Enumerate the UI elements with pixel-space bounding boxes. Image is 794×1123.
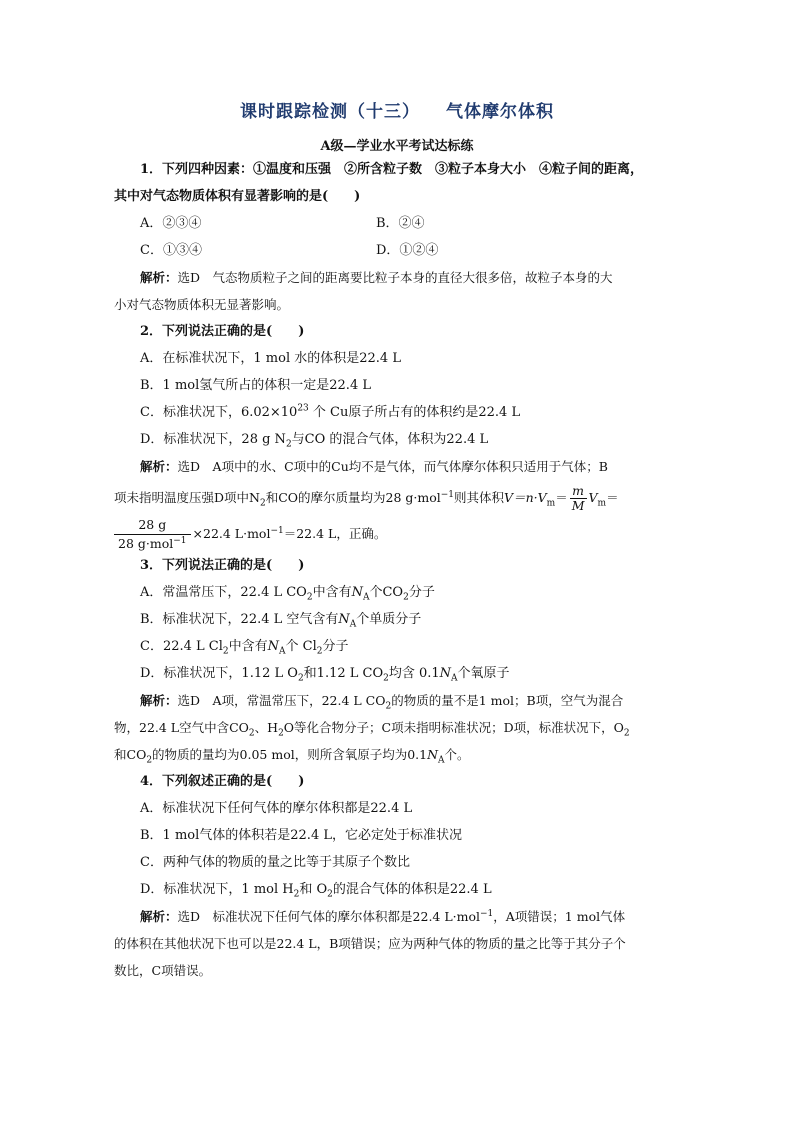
q2-frac-num: m bbox=[570, 484, 587, 499]
q3-ans3-sub: 2 bbox=[146, 755, 153, 766]
q3-option-c bbox=[114, 633, 682, 660]
q1-stem-line2: 其中对气态物质体积有显著影响的是( ) bbox=[114, 189, 361, 204]
q3-c-pre: C．22.4 L Cl bbox=[140, 639, 223, 654]
q2-answer-label: 解析： bbox=[140, 459, 178, 474]
q2-answer-frac-den bbox=[114, 535, 191, 553]
q2-option-c-sup: 23 bbox=[297, 403, 309, 414]
q4-option-b: B．1 mol气体的体积若是22.4 L，它必定处于标准状况 bbox=[140, 828, 462, 843]
q2-option-c bbox=[114, 399, 682, 426]
q4-answer-line3: 数比，C项错误。 bbox=[114, 963, 212, 978]
q2-answer-fraction bbox=[114, 516, 191, 553]
q3-ans2b: 、H bbox=[254, 720, 279, 735]
q2-answer-line3 bbox=[114, 516, 682, 552]
q3-ans3a: 和CO bbox=[114, 747, 147, 762]
q2-formula-vm-sub: m bbox=[597, 498, 607, 509]
q3-c-na: N bbox=[267, 639, 280, 654]
q2-formula-eq: ＝ bbox=[555, 490, 568, 505]
q3-answer-line1 bbox=[114, 687, 682, 714]
q3-a-na: N bbox=[351, 585, 363, 600]
q2-answer-text3b: ＝22.4 L，正确。 bbox=[283, 526, 387, 541]
q1-option-c: C．①③④ bbox=[140, 243, 202, 258]
q4-ans1-sup: −1 bbox=[480, 908, 494, 919]
q2-answer-frac-den-sup: −1 bbox=[173, 535, 187, 546]
q3-d-sub2: 2 bbox=[383, 673, 389, 684]
q4-d-pre: D．标准状况下，1 mol H bbox=[140, 882, 294, 897]
q4-stem: 4．下列叙述正确的是( ) bbox=[140, 774, 305, 789]
q2-formula-v: V＝n·V bbox=[504, 490, 547, 505]
q2-option-d bbox=[114, 426, 682, 453]
q3-d-end: 个氧原子 bbox=[457, 666, 510, 681]
q3-d-mid: 和1.12 L CO bbox=[303, 666, 384, 681]
q3-b-na: N bbox=[338, 612, 350, 627]
q2-formula-sub-m: m bbox=[546, 498, 556, 509]
q3-a-na-sub: A bbox=[362, 592, 370, 603]
q1-options-row1 bbox=[114, 210, 682, 237]
q2-answer-text2b: 和CO的摩尔质量均为28 g·mol bbox=[265, 490, 441, 505]
q3-ans2-sub2: 2 bbox=[278, 728, 284, 739]
q3-ans2c: O等化合物分子；C项未指明标准状况；D项，标准状况下，O bbox=[283, 720, 624, 735]
q1-options-row2 bbox=[114, 237, 682, 264]
q3-option-a bbox=[114, 579, 682, 606]
q2-answer-frac-den-text: 28 g·mol bbox=[118, 536, 174, 551]
q4-answer-line1 bbox=[114, 903, 682, 930]
q2-frac-den: M bbox=[571, 498, 585, 513]
q2-answer-sup: −1 bbox=[440, 489, 455, 500]
q3-c-na-sub: A bbox=[279, 646, 286, 657]
title-part-2: 气体摩尔体积 bbox=[446, 102, 554, 122]
q2-answer-text1: 选D A项中的水、C项中的Cu均不是气体，而气体摩尔体积只适用于气体；B bbox=[177, 459, 608, 474]
q4-option-a: A．标准状况下任何气体的摩尔体积都是22.4 L bbox=[140, 801, 413, 816]
q1-stem-line1: 1．下列四种因素：①温度和压强 ②所含粒子数 ③粒子本身大小 ④粒子间的距离， bbox=[140, 162, 644, 177]
q2-option-c-pre: C．标准状况下，6.02×10 bbox=[140, 405, 298, 420]
q3-c-sub1: 2 bbox=[222, 646, 229, 657]
q3-c-end: 分子 bbox=[322, 639, 349, 654]
q3-ans3b: 的物质的量均为0.05 mol，则所含氧原子均为0.1 bbox=[152, 747, 428, 762]
title-part-1: 课时跟踪检测（十三） bbox=[240, 102, 420, 122]
page-title bbox=[0, 97, 794, 122]
q1-answer-line1 bbox=[114, 264, 682, 291]
q2-formula-vm: V bbox=[588, 490, 598, 505]
q2-option-c-post: 个 Cu原子所占有的体积约是22.4 L bbox=[308, 405, 521, 420]
q1-option-d: D．①②④ bbox=[376, 243, 439, 258]
q3-ans2a: 物，22.4 L空气中含CO bbox=[114, 720, 249, 735]
q3-a-sub2: 2 bbox=[403, 592, 409, 603]
q2-answer-text3a: ×22.4 L·mol bbox=[192, 526, 271, 541]
q1-option-a: A．②③④ bbox=[140, 216, 202, 231]
q4-answer-line2: 的体积在其他状况下也可以是22.4 L，B项错误；应为两种气体的物质的量之比等于其分子个 bbox=[114, 936, 626, 951]
q2-option-b: B．1 mol氢气所占的体积一定是22.4 L bbox=[140, 378, 371, 393]
q4-d-end: 的混合气体的体积是22.4 L bbox=[332, 882, 492, 897]
q2-answer-line1 bbox=[114, 453, 682, 480]
q3-c-sub2: 2 bbox=[316, 646, 323, 657]
q3-answer-line2 bbox=[114, 714, 682, 741]
q1-answer-text1: 选D 气态物质粒子之间的距离要比粒子本身的直径大很多倍，故粒子本身的大 bbox=[177, 270, 613, 285]
q3-answer-line3 bbox=[114, 741, 682, 768]
q4-ans1a: 选D 标准状况下任何气体的摩尔体积都是22.4 L·mol bbox=[177, 909, 480, 924]
q2-answer-text2a: 项未指明温度压强D项中N bbox=[114, 490, 260, 505]
q3-d-na: N bbox=[439, 666, 452, 681]
q3-ans1b: 的物质的量不是1 mol；B项，空气为混合 bbox=[391, 693, 624, 708]
q3-stem: 3．下列说法正确的是( ) bbox=[140, 558, 305, 573]
q3-ans2-sub3: 2 bbox=[623, 728, 630, 739]
q3-option-d bbox=[114, 660, 682, 687]
q4-d-sub1: 2 bbox=[293, 889, 300, 900]
q3-c-mid: 中含有 bbox=[228, 639, 268, 654]
q3-d-pre: D．标准状况下，1.12 L O bbox=[140, 666, 298, 681]
q3-b-na-sub: A bbox=[349, 619, 357, 630]
q2-answer-sub: 2 bbox=[259, 498, 266, 509]
q3-ans2-sub1: 2 bbox=[248, 728, 255, 739]
q3-b-post: 个单质分子 bbox=[356, 612, 422, 627]
q3-ans3-na-sub: A bbox=[438, 755, 445, 766]
q3-ans3c: 个。 bbox=[444, 747, 470, 762]
q4-d-mid: 和 O bbox=[299, 882, 328, 897]
q2-option-d-sub: 2 bbox=[285, 439, 292, 450]
q3-answer-label: 解析： bbox=[140, 693, 178, 708]
q3-ans1-sub: 2 bbox=[385, 701, 392, 712]
q3-c-post: 个 Cl bbox=[285, 639, 317, 654]
q1-option-b: B．②④ bbox=[376, 216, 425, 231]
q3-a-sub1: 2 bbox=[306, 592, 313, 603]
q4-d-sub2: 2 bbox=[327, 889, 333, 900]
q2-option-d-pre: D．标准状况下，28 g N bbox=[140, 432, 286, 447]
q4-ans1b: ，A项错误；1 mol气体 bbox=[493, 909, 626, 924]
q2-answer-frac-num: 28 g bbox=[114, 516, 191, 535]
q2-answer-text3-sup: −1 bbox=[270, 525, 284, 536]
q3-d-na-sub: A bbox=[451, 673, 458, 684]
q3-ans3-na: N bbox=[427, 747, 439, 762]
q2-formula-fraction bbox=[570, 484, 587, 513]
q3-a-end: 分子 bbox=[408, 585, 435, 600]
q4-option-c: C．两种气体的物质的量之比等于其原子个数比 bbox=[140, 855, 410, 870]
q3-option-b bbox=[114, 606, 682, 633]
q3-d-mid2: 均含 0.1 bbox=[388, 666, 440, 681]
q2-option-d-post: 与CO 的混合气体，体积为22.4 L bbox=[291, 432, 489, 447]
q3-d-sub1: 2 bbox=[297, 673, 304, 684]
q3-ans1a: 选D A项，常温常压下，22.4 L CO bbox=[177, 693, 386, 708]
q3-a-post: 个CO bbox=[369, 585, 404, 600]
q4-option-d bbox=[114, 876, 682, 903]
q1-answer-label: 解析： bbox=[140, 270, 178, 285]
q2-answer-line2 bbox=[114, 480, 682, 516]
q3-a-pre: A．常温常压下，22.4 L CO bbox=[140, 585, 307, 600]
q2-stem: 2．下列说法正确的是( ) bbox=[140, 324, 305, 339]
q1-answer-line2: 小对气态物质体积无显著影响。 bbox=[114, 297, 290, 312]
q2-formula-tail: ＝ bbox=[606, 490, 619, 505]
q3-b-pre: B．标准状况下，22.4 L 空气含有 bbox=[140, 612, 339, 627]
q4-answer-label: 解析： bbox=[140, 909, 178, 924]
section-subtitle: A级—学业水平考试达标练 bbox=[320, 139, 474, 154]
question-content bbox=[114, 156, 682, 984]
q2-option-a: A．在标准状况下，1 mol 水的体积是22.4 L bbox=[140, 351, 401, 366]
q3-a-mid: 中含有 bbox=[312, 585, 352, 600]
q2-answer-text2c: 则其体积 bbox=[454, 490, 505, 505]
